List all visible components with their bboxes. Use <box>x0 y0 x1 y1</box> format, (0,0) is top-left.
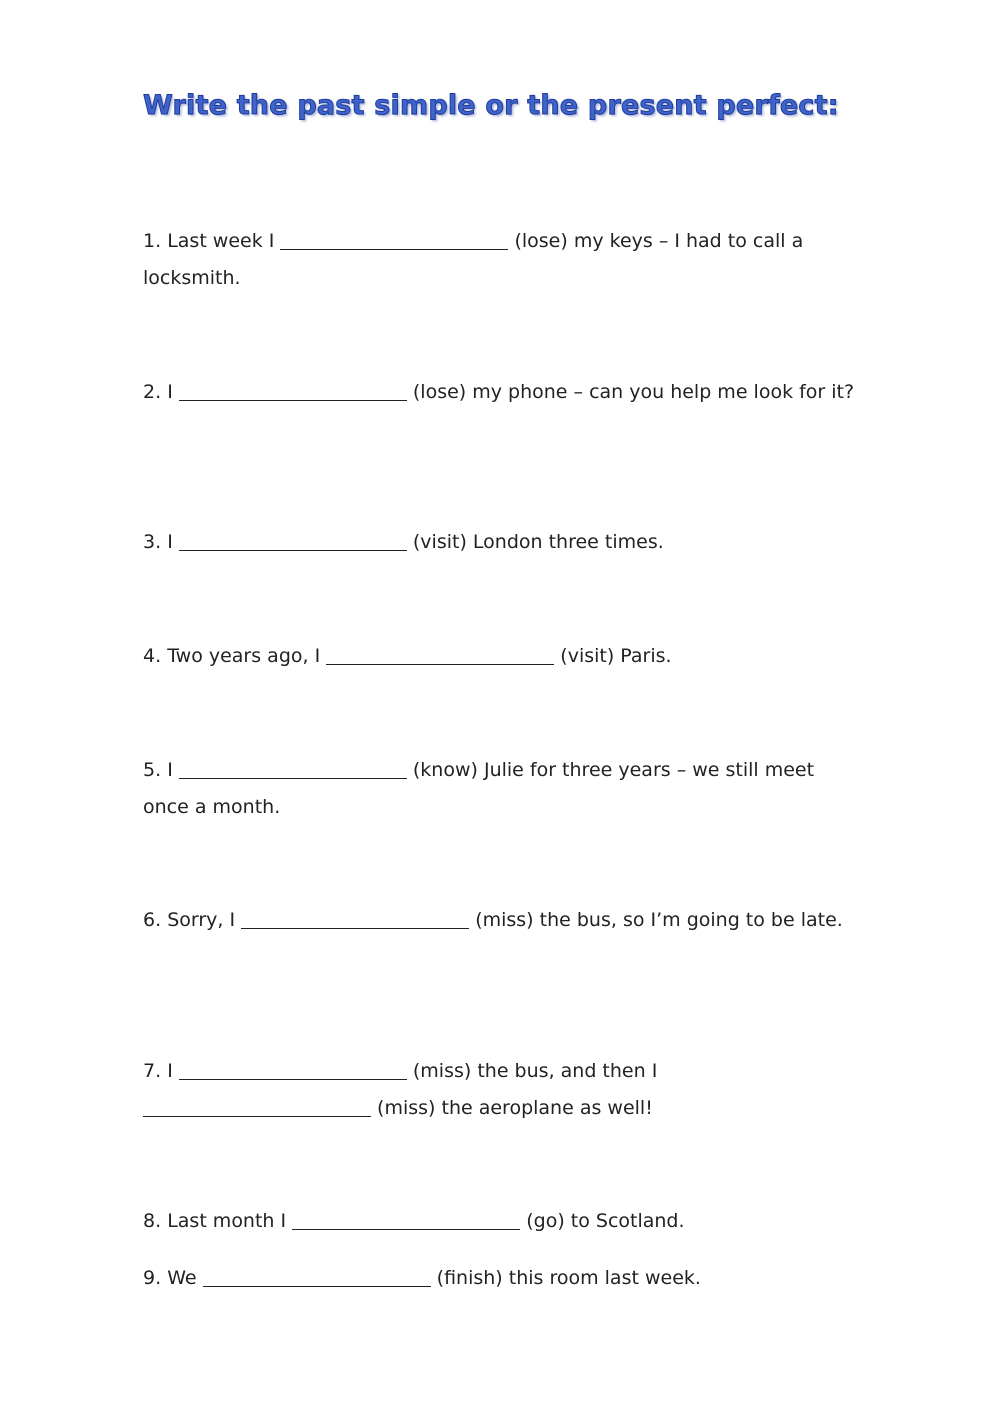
answer-blank[interactable] <box>292 1209 520 1230</box>
item-text-middle: (miss) the bus, and then I <box>412 1060 658 1082</box>
answer-blank[interactable] <box>143 1096 371 1117</box>
answer-blank[interactable] <box>179 530 407 551</box>
item-number: 3. <box>143 531 162 553</box>
worksheet-title: Write the past simple or the present perfect: <box>143 90 839 121</box>
item-text-before: I <box>167 381 173 403</box>
exercise-item-9 <box>143 1260 863 1297</box>
item-number: 4. <box>143 645 162 667</box>
item-text-after: (visit) Paris. <box>560 645 672 667</box>
answer-blank[interactable] <box>280 229 508 250</box>
item-text-before: Sorry, I <box>167 909 236 931</box>
answer-blank[interactable] <box>179 1059 407 1080</box>
item-number: 9. <box>143 1267 162 1289</box>
item-text-after: (miss) the aeroplane as well! <box>377 1097 653 1119</box>
item-text-after: (finish) this room last week. <box>436 1267 701 1289</box>
item-text-after: (lose) my phone – can you help me look for it? <box>412 381 855 403</box>
answer-blank[interactable] <box>203 1266 431 1287</box>
exercise-item-1 <box>143 223 863 297</box>
item-text-before: Two years ago, I <box>167 645 321 667</box>
item-number: 1. <box>143 230 162 252</box>
item-number: 7. <box>143 1060 162 1082</box>
exercise-item-7 <box>143 1053 863 1127</box>
exercise-item-5 <box>143 752 863 826</box>
item-text-before: Last month I <box>167 1210 287 1232</box>
item-text-after: (go) to Scotland. <box>526 1210 685 1232</box>
item-text-before: I <box>167 759 173 781</box>
item-text-after: (lose) my keys – I had to call a locksmith. <box>143 230 804 289</box>
item-text-before: Last week I <box>167 230 275 252</box>
item-text-before: I <box>167 531 173 553</box>
item-text-after: (miss) the bus, so I’m going to be late. <box>475 909 843 931</box>
item-number: 8. <box>143 1210 162 1232</box>
exercise-item-3 <box>143 524 863 561</box>
item-text-after: (know) Julie for three years – we still meet once a month. <box>143 759 815 818</box>
item-number: 6. <box>143 909 162 931</box>
exercise-item-2 <box>143 374 863 411</box>
answer-blank[interactable] <box>179 380 407 401</box>
exercise-item-8 <box>143 1203 863 1240</box>
answer-blank[interactable] <box>326 644 554 665</box>
answer-blank[interactable] <box>241 908 469 929</box>
item-number: 5. <box>143 759 162 781</box>
item-text-after: (visit) London three times. <box>412 531 664 553</box>
item-number: 2. <box>143 381 162 403</box>
item-text-before: We <box>167 1267 197 1289</box>
exercise-item-4 <box>143 638 863 675</box>
item-text-before: I <box>167 1060 173 1082</box>
answer-blank[interactable] <box>179 758 407 779</box>
exercise-item-6 <box>143 902 863 939</box>
